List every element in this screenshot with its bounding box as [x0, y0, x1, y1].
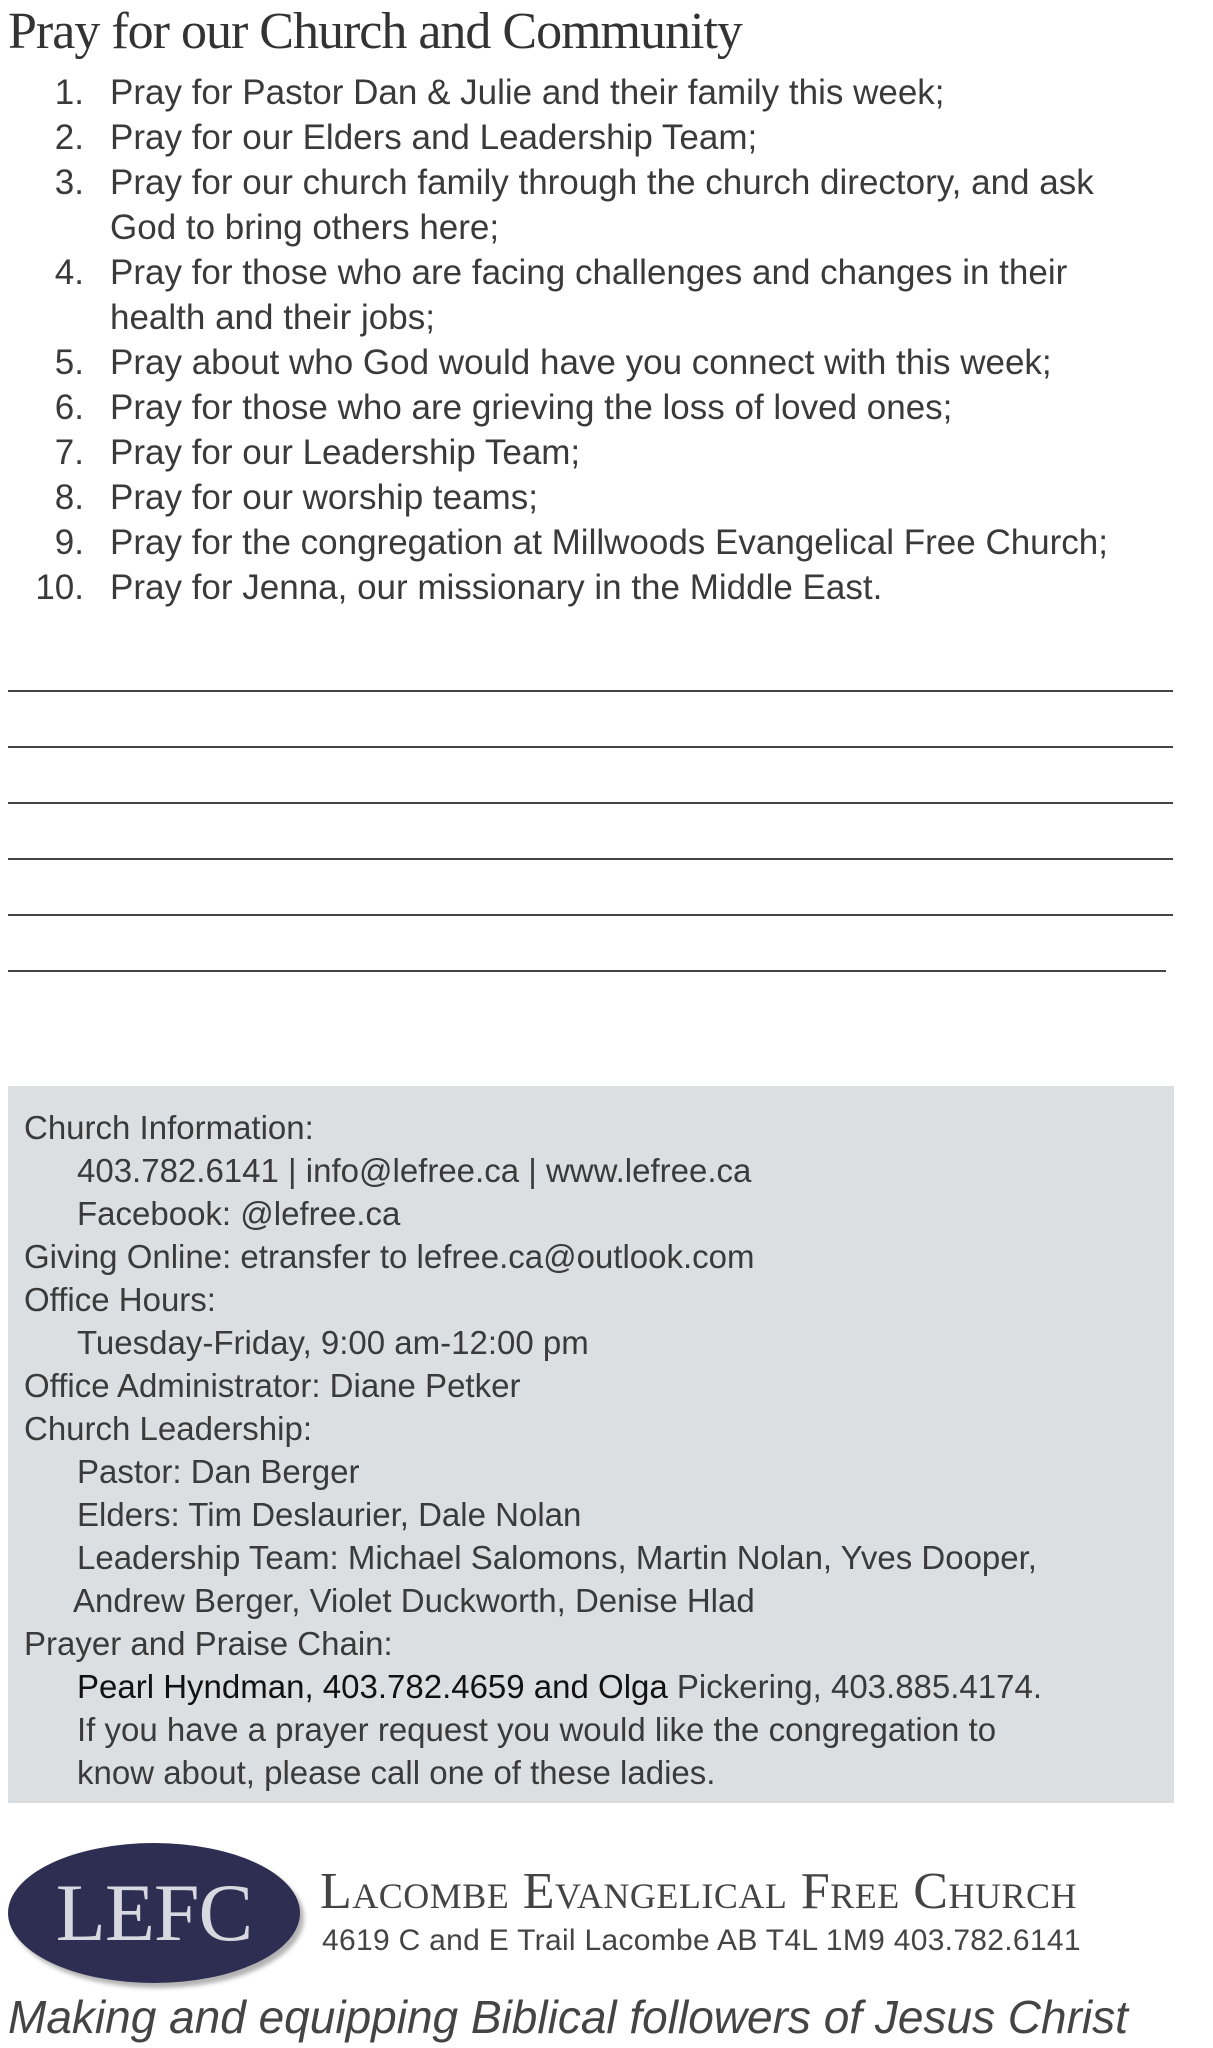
church-logo: [8, 1843, 300, 1983]
item-text-cont: God to bring others here;: [110, 208, 500, 247]
writing-line: [8, 802, 1173, 804]
church-address: 4619 C and E Trail Lacombe AB T4L 1M9 403.782.6141: [322, 1924, 1081, 1957]
item-number: 10.: [35, 568, 84, 607]
item-number: 9.: [54, 523, 84, 562]
prayer-chain-contacts-rest: Pickering, 403.885.4174.: [667, 1668, 1043, 1705]
item-text: Pray about who God would have you connect with this week;: [110, 343, 1052, 382]
item-text: Pray for those who are facing challenges and changes in their: [110, 253, 1068, 292]
item-number: 8.: [54, 478, 84, 517]
item-text: Pray for our church family through the church directory, and ask: [110, 163, 1094, 202]
prayer-chain-contacts: [24, 1665, 1158, 1708]
prayer-chain-note-cont: know about, please call one of these ladies.: [77, 1754, 716, 1791]
contact-line: 403.782.6141 | info@lefree.ca | www.lefree.ca: [77, 1152, 752, 1189]
leadership-team-line-cont: Andrew Berger, Violet Duckworth, Denise Hlad: [73, 1582, 755, 1619]
list-item: [0, 430, 1180, 475]
writing-line: [8, 746, 1173, 748]
item-number: 7.: [54, 433, 84, 472]
list-item: [0, 70, 1180, 115]
writing-line: [8, 914, 1173, 916]
writing-line: [8, 970, 1166, 972]
list-item: [0, 115, 1180, 160]
church-name: Lacombe Evangelical Free Church: [320, 1863, 1077, 1920]
item-number: 6.: [54, 388, 84, 427]
item-text: Pray for our worship teams;: [110, 478, 538, 517]
writing-lines: [8, 690, 1173, 1026]
elders-line: Elders: Tim Deslaurier, Dale Nolan: [77, 1496, 582, 1533]
item-text: Pray for those who are grieving the loss of loved ones;: [110, 388, 953, 427]
page-title: Pray for our Church and Community: [8, 3, 742, 60]
writing-line: [8, 690, 1173, 692]
giving-line: Giving Online: etransfer to lefree.ca@outlook.com: [24, 1238, 755, 1275]
pastor-line: Pastor: Dan Berger: [77, 1453, 360, 1490]
prayer-chain-contacts-primary: Pearl Hyndman, 403.782.4659 and Olga: [77, 1668, 668, 1705]
item-text: Pray for Pastor Dan & Julie and their family this week;: [110, 73, 945, 112]
prayer-chain-label: Prayer and Praise Chain:: [24, 1625, 393, 1662]
list-item: [0, 475, 1180, 520]
list-item: [0, 160, 1180, 250]
prayer-chain-note: If you have a prayer request you would like the congregation to: [77, 1711, 997, 1748]
info-heading: Church Information:: [24, 1109, 314, 1146]
church-info-box: [8, 1086, 1174, 1803]
item-number: 4.: [54, 253, 84, 292]
writing-line: [8, 858, 1173, 860]
item-number: 3.: [54, 163, 84, 202]
list-item: [0, 565, 1180, 610]
item-text: Pray for Jenna, our missionary in the Middle East.: [110, 568, 883, 607]
office-hours-label: Office Hours:: [24, 1281, 216, 1318]
logo-text: LEFC: [55, 1867, 253, 1958]
list-item: [0, 340, 1180, 385]
item-text: Pray for the congregation at Millwoods Evangelical Free Church;: [110, 523, 1108, 562]
office-hours: Tuesday-Friday, 9:00 am-12:00 pm: [77, 1324, 589, 1361]
item-text-cont: health and their jobs;: [110, 298, 435, 337]
leadership-team-line: Leadership Team: Michael Salomons, Martin Nolan, Yves Dooper,: [77, 1539, 1037, 1576]
administrator-line: Office Administrator: Diane Petker: [24, 1367, 521, 1404]
tagline: Making and equipping Biblical followers of Jesus Christ: [8, 1991, 1128, 2043]
list-item: [0, 250, 1180, 340]
prayer-list: [0, 70, 1180, 610]
leadership-label: Church Leadership:: [24, 1410, 313, 1447]
item-number: 1.: [54, 73, 84, 112]
list-item: [0, 520, 1180, 565]
list-item: [0, 385, 1180, 430]
item-text: Pray for our Elders and Leadership Team;: [110, 118, 758, 157]
item-text: Pray for our Leadership Team;: [110, 433, 581, 472]
item-number: 5.: [54, 343, 84, 382]
item-number: 2.: [54, 118, 84, 157]
facebook-line: Facebook: @lefree.ca: [77, 1195, 401, 1232]
